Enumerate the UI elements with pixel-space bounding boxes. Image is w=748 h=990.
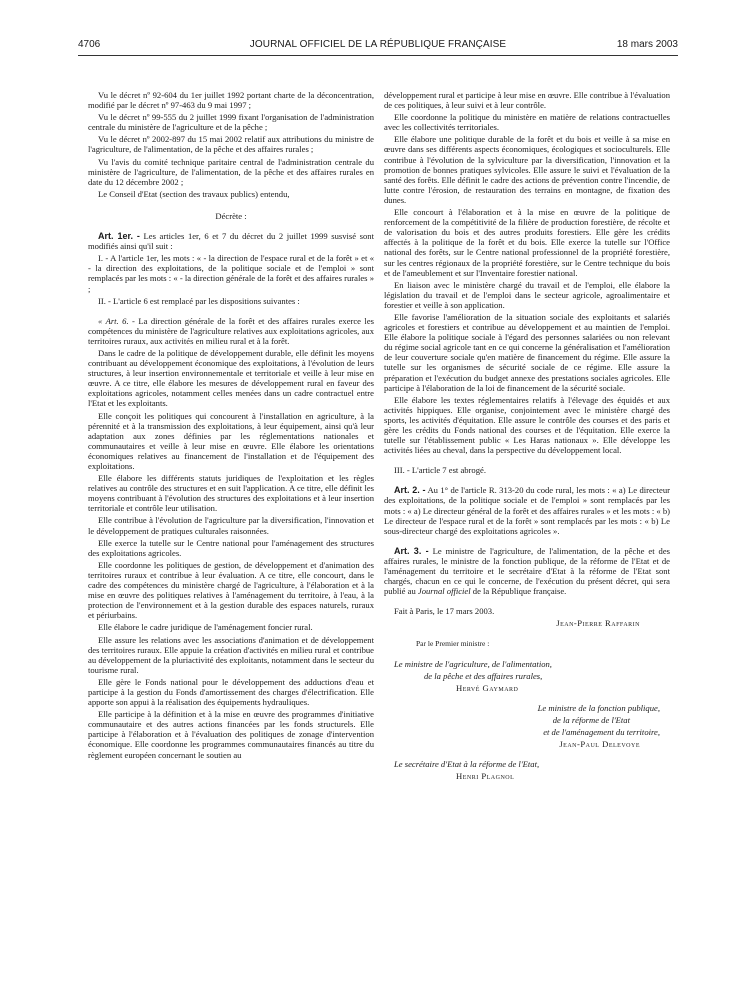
header-rule xyxy=(78,55,678,56)
article-text: Le ministre de l'agriculture, de l'alimentation, de la pêche et des affaires rurales, le ministre de la fonction publique, de la réforme de l'Etat et de l'aménagement du territoire et le secrétaire d'Etat à la réforme de l'Etat sont chargés, chacun en ce qui le concerne, de l'exécution du présent décret, qui sera publié au xyxy=(384,545,671,597)
page-header xyxy=(78,38,678,52)
minister-agriculture-title: Le ministre de l'agriculture, de l'alimentation, xyxy=(394,658,552,669)
minister-fonction-publique-title: de la réforme de l'Etat xyxy=(552,714,630,725)
signature-secretary: Henri Plagnol xyxy=(456,771,515,782)
minister-fonction-publique-title: et de l'aménagement du territoire, xyxy=(543,727,660,738)
article-label: Art. 2. - xyxy=(394,485,426,496)
body-paragraph: Elle conçoit les politiques qui concourent à l'installation en agriculture, à la pérennité et à la transmission des exploitations, à leur équipement, ainsi qu'à leur adaptation aux zones définies par les réglementations nationales et communautaires et veille à leur mise en œuvre. Elle élabore les orientations économiques relatives au financement de l'installation et de l'équipement des exploitations. xyxy=(88,410,374,471)
body-paragraph: Elle élabore une politique durable de la forêt et du bois et veille à sa mise en œuvre dans ses différents aspects économiques, écologiques et socioculturels. Elle contribue à l'évolution de la sylviculture par la diversification, l'innovation et la promotion de bonnes pratiques sylvicoles. Elle assure le suivi et l'évaluation de la santé des forêts. Elle définit le cadre des actions de prévention contre l'incendie, de lutte contre l'érosion, de restauration des terrains en montagne, de fixation des dunes. xyxy=(384,134,670,205)
body-paragraph: Elle favorise l'amélioration de la situation sociale des exploitants et salariés agricoles et forestiers et contribue au développement et au maintien de l'emploi. Elle élabore la politique sociale à l'égard des personnes salariées ou non relevant du régime social agricole tant en ce qui concerne la généralisation et l'amélioration de leur couverture sociale qu'en matière de financement du régime. Elle assure la tutelle sur les organismes de sécurité sociale de ce régime. Elle assure la préparation et l'exécution du budget annexe des prestations sociales agricoles. Elle participe à l'élaboration de la loi de financement de la sécurité sociale. xyxy=(384,311,670,393)
article-text: La direction générale de la forêt et des affaires rurales exerce les compétences du ministère de l'agriculture relatives aux exploitations agricoles, aux territoires ruraux, aux activités en milieu rural et à la forêt. xyxy=(88,315,374,346)
article-2 xyxy=(384,485,670,535)
article-label: « Art. 6. - xyxy=(98,315,135,326)
article-1 xyxy=(88,231,374,251)
body-paragraph: Elle élabore les différents statuts juridiques de l'exploitation et les règles relatives au contrôle des structures et en suit l'application. A ce titre, elle définit les moyens contribuant à l'évolution des structures des exploitations et à leur insertion territoriale et contrôle leur utilisation. xyxy=(88,473,374,514)
signature-prime-minister: Jean-Pierre Raffarin xyxy=(556,618,640,629)
body-paragraph: Elle contribue à l'évolution de l'agriculture par la diversification, l'innovation et le développement de pratiques culturales raisonnées. xyxy=(88,515,374,536)
visa-paragraph: Vu l'avis du comité technique paritaire central de l'administration centrale du ministère de l'agriculture, de l'alimentation, de la pêche et des affaires rurales en date du 12 décembre 2002 ; xyxy=(88,156,374,187)
article-label: Art. 1er. - xyxy=(98,231,140,242)
visa-paragraph: Vu le décret nº 2002-897 du 15 mai 2002 relatif aux attributions du ministre de l'agriculture, de l'alimentation, de la pêche et des affaires rurales ; xyxy=(88,134,374,155)
right-column xyxy=(384,90,670,783)
body-paragraph: Elle gère le Fonds national pour le développement des adductions d'eau et participe à la gestion du Fonds d'amortissement des charges d'électrification. Elle apporte son appui à la réalisation des équipements hydrauliques. xyxy=(88,676,374,708)
minister-agriculture-title: de la pêche et des affaires rurales, xyxy=(424,670,543,681)
body-paragraph: En liaison avec le ministère chargé du travail et de l'emploi, elle élabore la législation du travail et de l'emploi dans le secteur agricole, agroalimentaire et forestier et veille à son application. xyxy=(384,279,670,310)
page-number: 4706 xyxy=(78,39,101,50)
article-text: Les articles 1er, 6 et 7 du décret du 2 juillet 1999 susvisé sont modifiés ainsi qu'il suit : xyxy=(88,231,374,252)
journal-title: JOURNAL OFFICIEL DE LA RÉPUBLIQUE FRANÇAISE xyxy=(249,39,507,50)
secretary-of-state-title: Le secrétaire d'Etat à la réforme de l'Etat, xyxy=(394,759,540,770)
article-6 xyxy=(88,316,374,346)
article-text: de la République française. xyxy=(470,586,567,597)
body-paragraph: Elle concourt à l'élaboration et à la mise en œuvre de la politique de renforcement de la compétitivité de la filière de production forestière, de récolte et de valorisation du bois et des autres produits forestiers. Elle gère les crédits affectés à la politique de la forêt et du bois. Elle exerce la tutelle sur l'Office national des forêts, sur le Centre national professionnel de la propriété forestière, sur les centres régionaux de la propriété forestière, sur le Centre technique du bois et de l'ameublement et sur l'Inventaire forestier national. xyxy=(384,207,670,278)
body-paragraph: I. - A l'article 1er, les mots : « - la direction de l'espace rural et de la forêt » et « - la direction des exploitations, de la politique sociale et de l'emploi » sont remplacés par les mots : « - la direction générale de la forêt et des affaires rurales » ; xyxy=(88,253,374,294)
body-paragraph: Elle élabore le cadre juridique de l'aménagement foncier rural. xyxy=(98,622,313,633)
article-text: Au 1° de l'article R. 313-20 du code rural, les mots : « a) Le directeur des exploitations, de la politique sociale et de l'emploi » sont remplacés par les mots : « a) Le directeur général de la forêt et des affaires rurales » et les mots : « b) Le directeur de l'espace rural et de la forêt » sont remplacés par les mots : « b) Le sous-directeur chargé des exploitations agricoles ». xyxy=(384,485,670,536)
body-paragraph: Elle coordonne les politiques de gestion, de développement et d'animation des territoires ruraux et contribue à leur évaluation. A ce titre, elle concourt, dans le cadre des compétences du ministère chargé de l'agriculture, à l'élaboration et à la mise en œuvre des politiques relatives à l'aménagement du territoire, à l'eau, à la protection de l'environnement et à la gestion durable des espaces naturels, ruraux et périurbains. xyxy=(88,559,374,621)
body-paragraph: Elle participe à la définition et à la mise en œuvre des programmes d'initiative communautaire et des autres actions financées par les fonds structurels. Elle participe à l'élaboration et à l'évaluation des politiques de zonage d'intervention économique. Elle coordonne les programmes communautaires financés au titre du règlement européen concernant le soutien au xyxy=(88,709,374,760)
decrete-heading: Décrète : xyxy=(215,210,247,221)
signature-agriculture: Hervé Gaymard xyxy=(456,682,519,693)
journal-reference: Journal officiel xyxy=(417,586,471,597)
minister-fonction-publique-title: Le ministre de la fonction publique, xyxy=(537,702,660,713)
article-label: Art. 3. - xyxy=(394,545,429,556)
par-premier-ministre: Par le Premier ministre : xyxy=(416,638,490,648)
visa-paragraph: Le Conseil d'Etat (section des travaux publics) entendu, xyxy=(98,188,290,199)
visa-paragraph: Vu le décret nº 99-555 du 2 juillet 1999 fixant l'organisation de l'administration centrale du ministère de l'agriculture et de la pêche ; xyxy=(88,112,374,133)
issue-date: 18 mars 2003 xyxy=(616,39,678,50)
left-column xyxy=(88,90,374,762)
body-paragraph: Elle coordonne la politique du ministère en matière de relations contractuelles avec les collectivités territoriales. xyxy=(384,112,670,133)
body-paragraph: II. - L'article 6 est remplacé par les dispositions suivantes : xyxy=(98,295,300,306)
visa-paragraph: Vu le décret nº 92-604 du 1er juillet 1992 portant charte de la déconcentration, modifié par le décret nº 97-463 du 9 mai 1997 ; xyxy=(88,90,374,111)
body-paragraph: Elle exerce la tutelle sur le Centre national pour l'aménagement des structures des exploitations agricoles. xyxy=(88,537,374,558)
body-paragraph: III. - L'article 7 est abrogé. xyxy=(394,465,486,476)
article-3 xyxy=(384,546,670,596)
body-paragraph: Dans le cadre de la politique de développement durable, elle définit les moyens contribuant au développement économique des exploitations, à l'évolution de leurs structures, à leur insertion environnementale et territoriale et veille à leur mise en œuvre. A ce titre, elle élabore les mesures de développement rural en faveur des exploitations agricoles, notamment celles menées dans un cadre contractuel entre l'Etat et les exploitants. xyxy=(88,347,374,409)
body-paragraph: Elle assure les relations avec les associations d'animation et de développement des territoires ruraux. Elle appuie la création d'activités en milieu rural et contribue au développement de la pluriactivité des exploitants, notamment dans le secteur du tourisme rural. xyxy=(88,634,374,675)
signature-fonction-publique: Jean-Paul Delevoye xyxy=(559,739,640,750)
signing-place-date: Fait à Paris, le 17 mars 2003. xyxy=(394,606,495,617)
body-paragraph: développement rural et participe à leur mise en œuvre. Elle contribue à l'évaluation de ces politiques, à leur suivi et à leur contrôle. xyxy=(384,90,670,111)
body-paragraph: Elle élabore les textes réglementaires relatifs à l'élevage des équidés et aux activités hippiques. Elle organise, conjointement avec le ministère chargé des sports, les activités d'équitation. Elle assure le contrôle des courses et des paris et gère les crédits du Fonds national des courses et de l'équitation. Elle exerce la tutelle sur l'établissement public « Les Haras nationaux ». Elle développe les activités liées au cheval, dans la perspective du développement local. xyxy=(384,394,670,456)
